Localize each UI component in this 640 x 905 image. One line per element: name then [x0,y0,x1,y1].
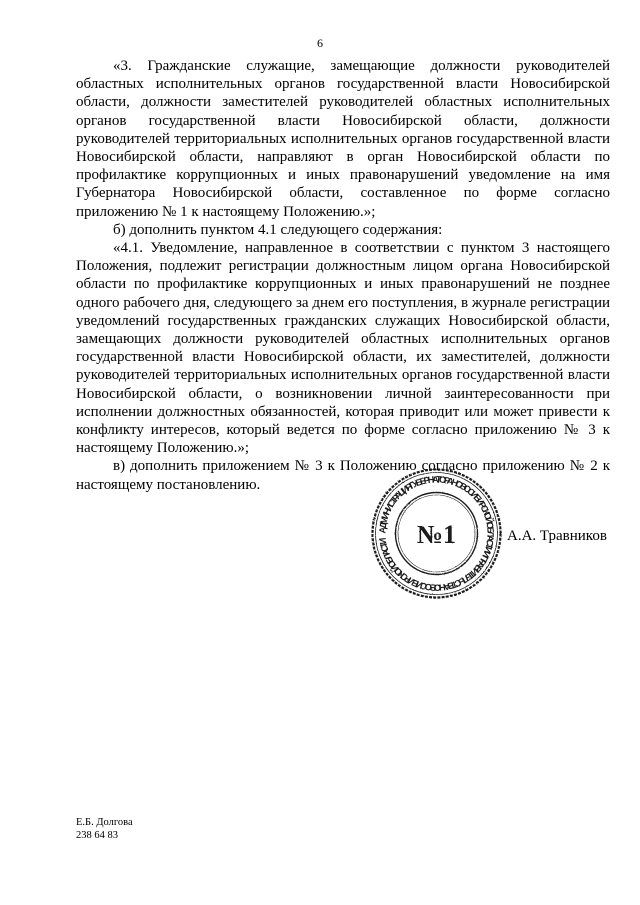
seal-graphic [369,466,504,601]
svg-text:АДМИНИСТРАЦИЯ ГУБЕРНАТОРА НОВО: АДМИНИСТРАЦИЯ ГУБЕРНАТОРА НОВОСИБИРСКОЙ ОБЛАСТИ И ПРАВИТЕЛЬСТВА НОВОСИБИРСКОЙ ОБЛАСТИ [377,474,496,593]
paragraph-subpoint-b: б) дополнить пунктом 4.1 следующего содержания: [113,221,443,238]
executor-name: Е.Б. Долгова [76,817,133,828]
svg-text:№1: №1 [416,520,457,549]
executor-contact [76,816,133,842]
body-text [76,57,610,494]
paragraph-subpoint-v: в) дополнить приложением № 3 к Положению согласно приложению № 2 к настоящему постановлению. [76,458,610,493]
paragraph-item-3-amendment: «3. Гражданские служащие, замещающие должности руководителей областных исполнительных органов государственной власти Новосибирской области, должности заместителей руководителей областных исполнительных органов государственной власти Новосибирской области, должности руководителей территориальных исполнительных органов государственной власти Новосибирской области, направляют в орган Новосибирской области по профилактике коррупционных и иных правонарушений уведомление на имя Губернатора Новосибирской области, составленное по форме согласно приложению № 1 к настоящему Положению.»; [76,58,610,220]
paragraph-item-4-1: «4.1. Уведомление, направленное в соответствии с пунктом 3 настоящего Положения, подлежит регистрации должностным лицом органа Новосибирской области по профилактике коррупционных и иных правонарушений не позднее одного рабочего дня, следующего за днем его поступления, в журнале регистрации уведомлений государственных гражданских служащих Новосибирской области, замещающих должности руководителей областных исполнительных органов государственной власти Новосибирской области, их заместителей, должности руководителей территориальных исполнительных органов государственной власти Новосибирской области, о возникновении личной заинтересованности при исполнении должностных обязанностей, которая приводит или может привести к конфликту интересов, который ведется по форме согласно приложению № 3 к настоящему Положению.»; [76,240,610,457]
executor-phone: 238 64 83 [76,830,118,841]
signatory-name: А.А. Травников [507,528,607,544]
page-number: 6 [317,36,323,50]
official-seal [369,466,504,601]
